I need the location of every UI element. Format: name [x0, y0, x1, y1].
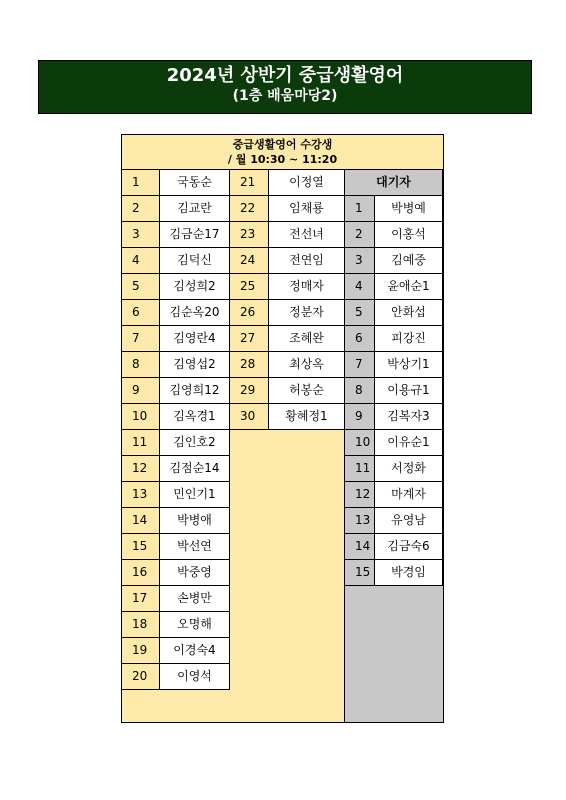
- student-number: 14: [122, 508, 160, 534]
- student-number: 5: [122, 274, 160, 300]
- table-header-schedule: / 월 10:30 ~ 11:20: [227, 153, 338, 166]
- student-number: 27: [230, 326, 269, 352]
- student-number: 7: [122, 326, 160, 352]
- student-number: 28: [230, 352, 269, 378]
- student-number: 24: [230, 248, 269, 274]
- waitlist-name: 이유순1: [375, 430, 443, 456]
- student-name: 임채룡: [269, 196, 345, 222]
- table-footer-area: [122, 690, 345, 722]
- waitlist-name: 김복자3: [375, 404, 443, 430]
- student-number: 16: [122, 560, 160, 586]
- student-number: 17: [122, 586, 160, 612]
- student-number: 15: [122, 534, 160, 560]
- waitlist-number: 9: [345, 404, 375, 430]
- title-banner: [38, 60, 532, 114]
- roster-table: [121, 134, 444, 723]
- page-subtitle: (1층 배움마당2): [232, 88, 338, 104]
- student-number: 9: [122, 378, 160, 404]
- waitlist-number: 3: [345, 248, 375, 274]
- student-name: 김옥경1: [160, 404, 230, 430]
- waitlist-name: 김금숙6: [375, 534, 443, 560]
- student-name: 이경숙4: [160, 638, 230, 664]
- waitlist-name: 피강진: [375, 326, 443, 352]
- table-header-title: 중급생활영어 수강생: [232, 138, 333, 151]
- student-number: 20: [122, 664, 160, 690]
- waitlist-number: 10: [345, 430, 375, 456]
- student-name: 손병만: [160, 586, 230, 612]
- student-number: 23: [230, 222, 269, 248]
- waitlist-number: 2: [345, 222, 375, 248]
- waitlist-name: 이홍석: [375, 222, 443, 248]
- student-number: 19: [122, 638, 160, 664]
- student-name: 황혜정1: [269, 404, 345, 430]
- empty-area: [230, 430, 345, 690]
- student-name: 박선연: [160, 534, 230, 560]
- waitlist-name: 이용규1: [375, 378, 443, 404]
- student-number: 22: [230, 196, 269, 222]
- student-number: 4: [122, 248, 160, 274]
- table-header: [122, 135, 443, 170]
- page-title: 2024년 상반기 중급생활영어: [166, 65, 404, 86]
- waitlist-empty-area: [345, 586, 443, 722]
- waitlist-name: 박상기1: [375, 352, 443, 378]
- student-number: 10: [122, 404, 160, 430]
- waitlist-name: 유영남: [375, 508, 443, 534]
- waitlist-number: 4: [345, 274, 375, 300]
- waitlist-number: 14: [345, 534, 375, 560]
- student-name: 민인기1: [160, 482, 230, 508]
- student-name: 김성희2: [160, 274, 230, 300]
- student-name: 오명해: [160, 612, 230, 638]
- student-name: 김금순17: [160, 222, 230, 248]
- waitlist-number: 12: [345, 482, 375, 508]
- waitlist-number: 8: [345, 378, 375, 404]
- student-name: 전선녀: [269, 222, 345, 248]
- waitlist-name: 박병예: [375, 196, 443, 222]
- student-name: 김영란4: [160, 326, 230, 352]
- student-number: 2: [122, 196, 160, 222]
- student-number: 21: [230, 170, 269, 196]
- student-name: 정매자: [269, 274, 345, 300]
- student-number: 1: [122, 170, 160, 196]
- student-name: 최상옥: [269, 352, 345, 378]
- student-name: 김덕신: [160, 248, 230, 274]
- waitlist-name: 안화섭: [375, 300, 443, 326]
- student-name: 김영희12: [160, 378, 230, 404]
- student-number: 29: [230, 378, 269, 404]
- student-name: 이영석: [160, 664, 230, 690]
- waitlist-header: 대기자: [345, 170, 443, 196]
- waitlist-number: 15: [345, 560, 375, 586]
- waitlist-name: 서정화: [375, 456, 443, 482]
- waitlist-number: 7: [345, 352, 375, 378]
- student-number: 18: [122, 612, 160, 638]
- student-name: 이정열: [269, 170, 345, 196]
- student-number: 25: [230, 274, 269, 300]
- waitlist-name: 김예중: [375, 248, 443, 274]
- student-number: 3: [122, 222, 160, 248]
- student-number: 8: [122, 352, 160, 378]
- waitlist-number: 11: [345, 456, 375, 482]
- student-name: 박병애: [160, 508, 230, 534]
- waitlist-name: 마계자: [375, 482, 443, 508]
- student-number: 11: [122, 430, 160, 456]
- student-number: 30: [230, 404, 269, 430]
- student-name: 정분자: [269, 300, 345, 326]
- student-name: 김인호2: [160, 430, 230, 456]
- waitlist-number: 13: [345, 508, 375, 534]
- waitlist-number: 5: [345, 300, 375, 326]
- waitlist-name: 윤애순1: [375, 274, 443, 300]
- student-name: 전연임: [269, 248, 345, 274]
- student-name: 김영섭2: [160, 352, 230, 378]
- student-name: 김교란: [160, 196, 230, 222]
- student-name: 김순옥20: [160, 300, 230, 326]
- student-name: 조혜완: [269, 326, 345, 352]
- student-name: 박중영: [160, 560, 230, 586]
- waitlist-name: 박경임: [375, 560, 443, 586]
- student-name: 허봉순: [269, 378, 345, 404]
- student-name: 국동순: [160, 170, 230, 196]
- waitlist-number: 1: [345, 196, 375, 222]
- student-name: 김점순14: [160, 456, 230, 482]
- student-number: 26: [230, 300, 269, 326]
- student-number: 12: [122, 456, 160, 482]
- waitlist-number: 6: [345, 326, 375, 352]
- student-number: 6: [122, 300, 160, 326]
- student-number: 13: [122, 482, 160, 508]
